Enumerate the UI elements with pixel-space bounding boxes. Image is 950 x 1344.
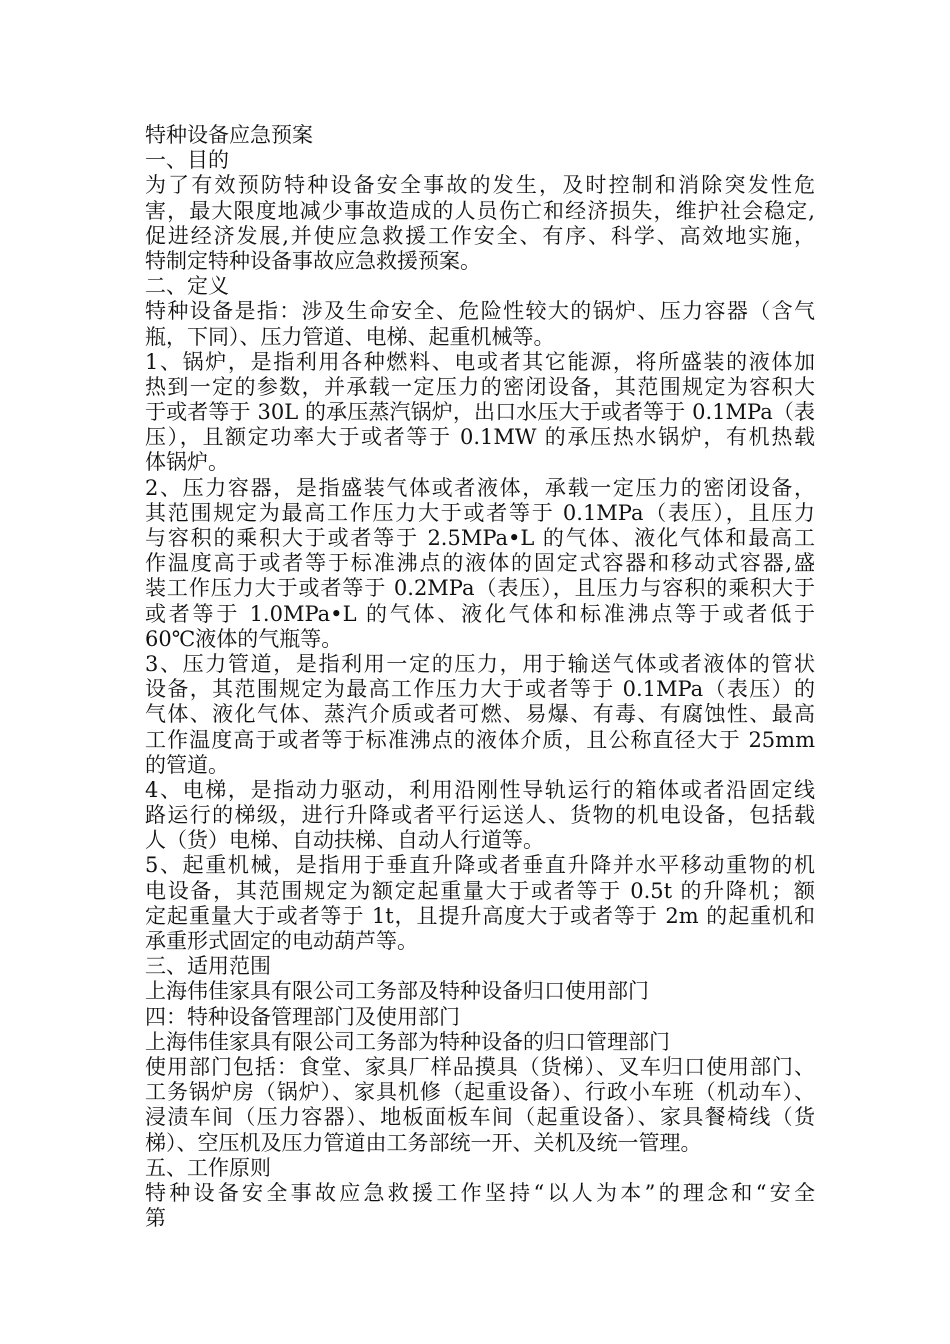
text-line: 热到一定的参数，并承载一定压力的密闭设备，其范围规定为容积大 — [145, 374, 815, 399]
text-line: 工务锅炉房（锅炉）、家具机修（起重设备）、行政小车班（机动车）、 — [145, 1080, 815, 1105]
text-line: 特种设备安全事故应急救援工作坚持“以人为本”的理念和“安全 — [145, 1180, 815, 1205]
text-line: 第 — [145, 1206, 166, 1231]
text-line: 的管道。 — [145, 752, 229, 777]
text-line: 于或者等于 30L 的承压蒸汽锅炉，出口水压大于或者等于 0.1MPa（表 — [145, 400, 815, 425]
text-line: 1、锅炉，是指利用各种燃料、电或者其它能源，将所盛装的液体加 — [145, 349, 815, 374]
text-line: 梯）、空压机及压力管道由工务部统一开、关机及统一管理。 — [145, 1130, 702, 1155]
text-line: 瓶，下同）、压力管道、电梯、起重机械等。 — [145, 324, 555, 349]
text-line: 促进经济发展,并使应急救援工作安全、有序、科学、高效地实施， — [145, 223, 815, 248]
document-body — [145, 123, 815, 1231]
text-line: 害，最大限度地减少事故造成的人员伤亡和经济损失，维护社会稳定, — [145, 198, 815, 223]
text-line: 5、起重机械，是指用于垂直升降或者垂直升降并水平移动重物的机 — [145, 853, 815, 878]
text-line: 上海伟佳家具有限公司工务部为特种设备的归口管理部门 — [145, 1029, 670, 1054]
section-heading-departments: 四：特种设备管理部门及使用部门 — [145, 1004, 460, 1029]
document-title: 特种设备应急预案 — [145, 123, 313, 147]
section-heading-scope: 三、适用范围 — [145, 954, 271, 979]
text-line: 3、压力管道，是指利用一定的压力，用于输送气体或者液体的管状 — [145, 651, 815, 676]
text-line: 路运行的梯级，进行升降或者平行运送人、货物的机电设备，包括载 — [145, 803, 815, 828]
text-line: 上海伟佳家具有限公司工务部及特种设备归口使用部门 — [145, 979, 649, 1004]
text-line: 或者等于 1.0MPa•L 的气体、液化气体和标准沸点等于或者低于 — [145, 601, 815, 626]
text-line: 使用部门包括：食堂、家具厂样品摸具（货梯）、叉车归口使用部门、 — [145, 1054, 815, 1079]
text-line: 承重形式固定的电动葫芦等。 — [145, 929, 418, 953]
text-line: 其范围规定为最高工作压力大于或者等于 0.1MPa（表压），且压力 — [145, 500, 815, 525]
text-line: 60℃液体的气瓶等。 — [145, 626, 343, 651]
text-line: 压），且额定功率大于或者等于 0.1MW 的承压热水锅炉，有机热载 — [145, 425, 815, 450]
text-line: 特制定特种设备事故应急救援预案。 — [145, 248, 481, 273]
text-line: 工作温度高于或者等于标准沸点的液体介质，且公称直径大于 25mm — [145, 727, 815, 752]
text-line: 定起重量大于或者等于 1t，且提升高度大于或者等于 2m 的起重机和 — [145, 903, 815, 928]
section-heading-purpose: 一、目的 — [145, 148, 229, 173]
text-line: 装工作压力大于或者等于 0.2MPa（表压），且压力与容积的乘积大于 — [145, 576, 815, 601]
text-line: 特种设备是指：涉及生命安全、危险性较大的锅炉、压力容器（含气 — [145, 299, 815, 324]
text-line: 电设备，其范围规定为额定起重量大于或者等于 0.5t 的升降机；额 — [145, 878, 815, 903]
text-line: 与容积的乘积大于或者等于 2.5MPa•L 的气体、液化气体和最高工 — [145, 526, 815, 550]
text-line: 气体、液化气体、蒸汽介质或者可燃、易爆、有毒、有腐蚀性、最高 — [145, 702, 815, 727]
section-heading-definition: 二、定义 — [145, 274, 229, 299]
text-line: 浸渍车间（压力容器）、地板面板车间（起重设备）、家具餐椅线（货 — [145, 1105, 815, 1130]
section-heading-principles: 五、工作原则 — [145, 1155, 271, 1180]
text-line: 4、电梯，是指动力驱动，利用沿刚性导轨运行的箱体或者沿固定线 — [145, 777, 815, 802]
text-line: 体锅炉。 — [145, 450, 229, 475]
text-line: 为了有效预防特种设备安全事故的发生，及时控制和消除突发性危 — [145, 173, 815, 198]
text-line: 作温度高于或者等于标准沸点的液体的固定式容器和移动式容器,盛 — [145, 551, 815, 576]
text-line: 2、压力容器，是指盛装气体或者液体，承载一定压力的密闭设备， — [145, 475, 815, 500]
text-line: 人（货）电梯、自动扶梯、自动人行道等。 — [145, 828, 544, 853]
text-line: 设备，其范围规定为最高工作压力大于或者等于 0.1MPa（表压）的 — [145, 677, 815, 702]
